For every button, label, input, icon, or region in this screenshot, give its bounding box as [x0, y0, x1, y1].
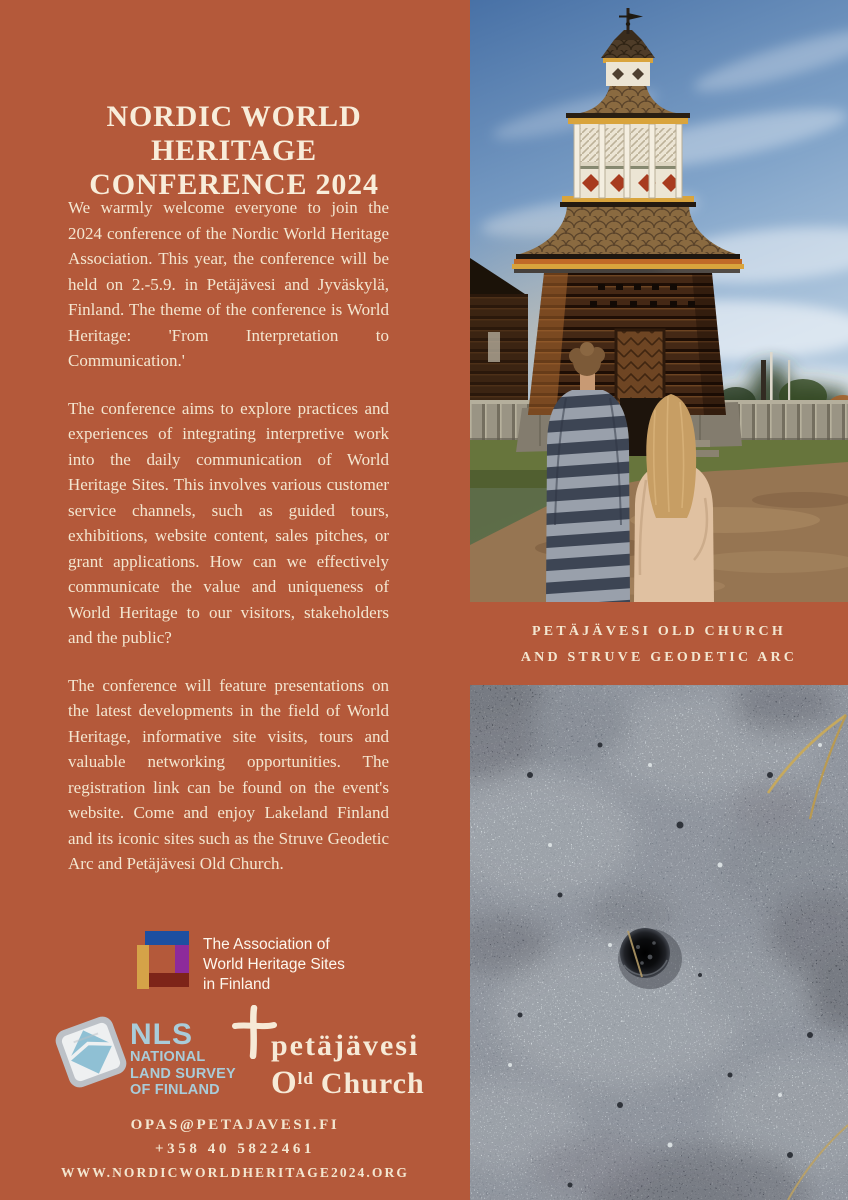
old-church-line: Old Church: [271, 1065, 425, 1101]
contact-block: [0, 1117, 470, 1181]
petajavesi-word: petäjävesi: [271, 1029, 420, 1062]
nls-line-3: OF FINLAND: [130, 1082, 220, 1098]
photo-caption: [470, 619, 848, 671]
title-line-1: NORDIC WORLD: [106, 100, 362, 134]
program-paragraph: The conference will feature presentations on the latest developments in the field of World Heritage, informative site visits, tours and valuable networking opportunities. The registration link can be found on the event's website. Come and enjoy Lakeland Finland and its iconic sites such as the Struve Geodetic Arc and Petäjävesi Old Church.: [68, 675, 389, 873]
nls-logo-text: [130, 1020, 236, 1099]
contact-website: WWW.NORDICWORLDHERITAGE2024.ORG: [61, 1165, 409, 1180]
rock-photo-illustration: [470, 685, 848, 1200]
title-line-2: HERITAGE: [151, 134, 317, 168]
body-text: [68, 195, 389, 899]
association-logo: [135, 929, 345, 995]
contact-email: OPAS@PETAJAVESI.FI: [130, 1117, 340, 1133]
association-line-1: The Association of: [203, 936, 330, 953]
theme-paragraph: The conference aims to explore practices and experiences of integrating interpretive work into the daily communication of World Heritage Sites. This involves various customer service channels, such as guided tours, exhibitions, website content, sales pitches, or grant applications. How can we effectively communicate the value and uniqueness of World Heritage to our visitors, stakeholders and the public?: [68, 398, 389, 647]
church-photo-illustration: [470, 0, 848, 602]
association-logo-icon: [135, 929, 189, 989]
nls-abbr: NLS: [130, 1018, 193, 1051]
petajavesi-logo-text: [271, 1030, 425, 1106]
title-line-3: CONFERENCE 2024: [89, 168, 379, 202]
nls-line-1: NATIONAL: [130, 1049, 206, 1065]
association-logo-text: [203, 929, 345, 995]
page-title: [38, 100, 430, 202]
intro-paragraph: We warmly welcome everyone to join the 2024 conference of the Nordic World Heritage Association. This year, the conference will be held on 2.-5.9. in Petäjävesi and Jyväskylä, Finland. The theme of the conference is World Heritage: 'From Interpretation to Communication.': [68, 198, 389, 370]
photo-caption-line-2: AND STRUVE GEODETIC ARC: [520, 650, 798, 665]
nls-icon: [54, 1013, 128, 1091]
photo-caption-line-1: PETÄJÄVESI OLD CHURCH: [532, 624, 786, 639]
nls-line-2: LAND SURVEY: [130, 1065, 236, 1082]
contact-phone: +358 40 5822461: [154, 1141, 316, 1157]
association-line-3: in Finland: [203, 976, 271, 993]
struve-arc-rock-photo: [470, 685, 848, 1200]
church-photo: [470, 0, 848, 602]
association-line-2: World Heritage Sites: [203, 956, 345, 973]
